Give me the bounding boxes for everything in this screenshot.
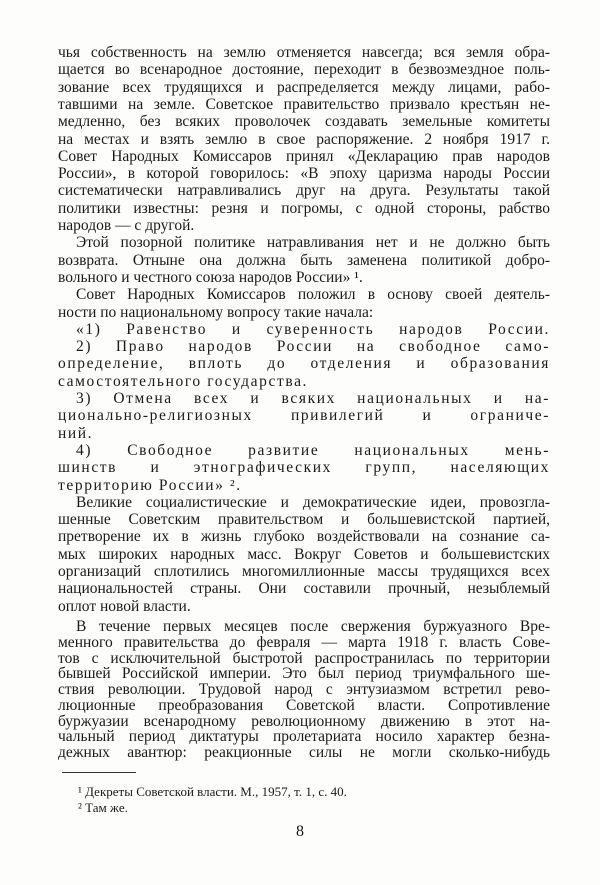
text-line: претворение их в жизнь глубоко воздействовали на сознание са-	[58, 528, 550, 545]
text-line: России», в которой говорилось: «В эпоху царизма народы России	[58, 165, 550, 182]
text-line: менного правительства до февраля — марта 1918 г. власть Сове-	[58, 634, 550, 651]
text-line: медленно, без всяких проволочек создавать земельные комитеты	[58, 113, 550, 130]
text-line: Этой позорной политике натравливания нет и не должно быть	[76, 234, 550, 251]
text-line: 3) Отмена всех и всяких национальных и на-	[76, 390, 550, 407]
text-line: буржуазии всенародному революционному движению в этот на-	[58, 713, 550, 730]
footnote-2: ² Там же.	[78, 800, 128, 815]
text-line: определение, вплоть до отделения и образования	[58, 355, 550, 372]
text-line: ционально-религиозных привилегий и ограниче-	[58, 407, 550, 424]
text-line: «1) Равенство и суверенность народов России.	[76, 321, 550, 338]
text-line: организаций сплотились многомиллионные массы трудящихся всех	[58, 563, 550, 580]
text-line: политики известны: резня и погромы, с одной стороны, рабство	[58, 200, 550, 217]
text-line: тов с исключительной быстротой распространилась по территории	[58, 650, 550, 667]
text-line: ности по национальному вопросу такие начала:	[58, 304, 374, 321]
page-number: 8	[296, 823, 304, 840]
text-line: возврата. Отныне она должна быть заменена политикой добро-	[58, 252, 550, 269]
text-line: В течение первых месяцев после свержения буржуазного Вре-	[76, 618, 550, 635]
text-line: мых широких народных масс. Вокруг Советов и большевистских	[58, 546, 550, 563]
text-line: щается во всенародное достояние, переходит в безвозмездное поль-	[58, 61, 550, 78]
footnote-1: ¹ Декреты Советской власти. М., 1957, т. 1, с. 40.	[78, 784, 347, 799]
text-line: Совет Народных Комиссаров принял «Декларацию прав народов	[58, 148, 550, 165]
text-line: народов — с другой.	[58, 217, 195, 234]
text-line: чальный период диктатуры пролетариата носило характер безна-	[58, 728, 550, 745]
text-line: территорию России» ².	[58, 477, 242, 494]
text-line: Совет Народных Комиссаров положил в основу своей деятель-	[76, 286, 550, 303]
text-line: 4) Свободное развитие национальных мень-	[76, 442, 550, 459]
text-line: чья собственность на землю отменяется навсегда; вся земля обра-	[58, 44, 550, 61]
text-line: дежных авантюр: реакционные силы не могли сколько-нибудь	[58, 744, 550, 761]
text-line: ствия революции. Трудовой народ с энтузиазмом встретил рево-	[58, 681, 550, 698]
footnote-rule	[62, 772, 136, 773]
text-line: национальностей страны. Они составили прочный, незыблемый	[58, 580, 550, 597]
text-line: шинств и этнографических групп, населяющих	[58, 459, 550, 476]
text-line: самостоятельного государства.	[58, 373, 309, 390]
text-line: систематически натравливались друг на друга. Результаты такой	[58, 182, 550, 199]
text-line: зование всех трудящихся и распределяется между лицами, рабо-	[58, 79, 550, 96]
text-line: 2) Право народов России на свободное само-	[76, 338, 550, 355]
text-line: Великие социалистические и демократические идеи, провозгла-	[76, 494, 550, 511]
text-line: люционные преобразования Советской власти. Сопротивление	[58, 697, 550, 714]
text-line: оплот новой власти.	[58, 598, 191, 615]
text-line: тавшими на земле. Советское правительство призвало крестьян не-	[58, 96, 550, 113]
text-line: ний.	[58, 425, 94, 442]
text-line: бывшей Российской империи. Это был период триумфального ше-	[58, 665, 550, 682]
text-line: на местах и взять землю в свое распоряжение. 2 ноября 1917 г.	[58, 131, 550, 148]
text-line: вольного и честного союза народов России» ¹.	[58, 269, 363, 286]
text-line: шенные Советским правительством и большевистской партией,	[58, 511, 550, 528]
